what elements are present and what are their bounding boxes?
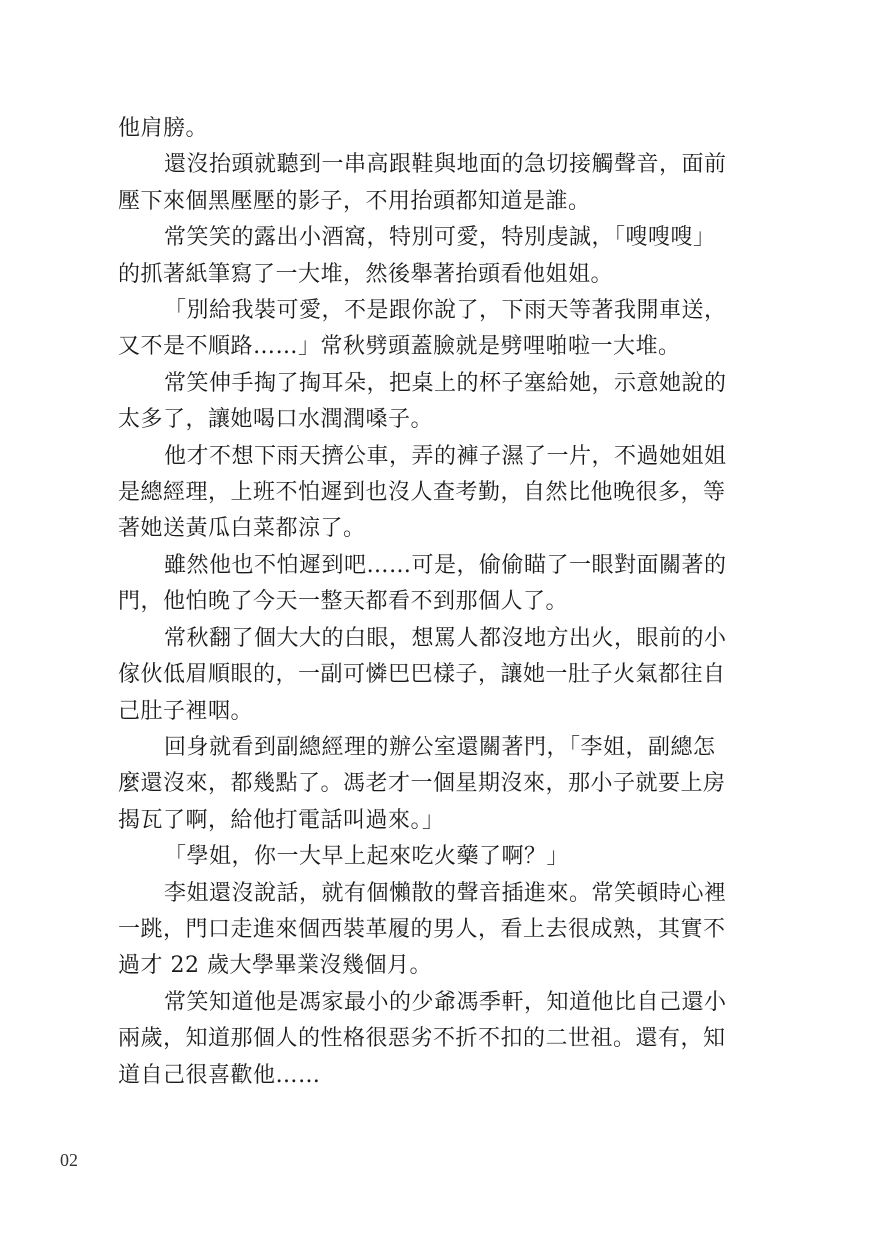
text-line: 的抓著紙筆寫了一大堆，然後舉著抬頭看他姐姐。: [118, 261, 614, 287]
text-line: 李姐還沒說話，就有個懶散的聲音插進來。常笑頓時心裡: [164, 880, 727, 906]
text-line: 揭瓦了啊，給他打電話叫過來。」: [118, 807, 445, 833]
text-line: 常笑伸手掏了掏耳朵，把桌上的杯子塞給她，示意她說的: [164, 370, 727, 396]
text-line: 常笑知道他是馮家最小的少爺馮季軒，知道他比自己還小: [164, 989, 727, 1015]
text-line: 麼還沒來，都幾點了。馮老才一個星期沒來，那小子就要上房: [118, 771, 726, 797]
text-line: 兩歲，知道那個人的性格很惡劣不折不扣的二世祖。還有，知: [118, 1026, 726, 1052]
text-line: 還沒抬頭就聽到一串高跟鞋與地面的急切接觸聲音，面前: [164, 152, 727, 178]
text-line: 回身就看到副總經理的辦公室還關著門，「李姐，副總怎: [164, 734, 716, 760]
text-line: 「別給我裝可愛，不是跟你說了，下雨天等著我開車送，: [164, 298, 727, 324]
text-line: 太多了，讓她喝口水潤潤嗓子。: [118, 407, 434, 433]
text-line: 道自己很喜歡他……: [118, 1062, 321, 1088]
text-line: 他才不想下雨天擠公車，弄的褲子濕了一片，不過她姐姐: [164, 443, 727, 469]
text-line: 「學姐，你一大早上起來吃火藥了啊？」: [164, 844, 570, 870]
text-line: 己肚子裡咽。: [118, 698, 254, 724]
text-line: 是總經理，上班不怕遲到也沒人查考勤，自然比他晚很多，等: [118, 480, 726, 506]
text-line: 壓下來個黑壓壓的影子，不用抬頭都知道是誰。: [118, 188, 591, 214]
text-line: 常笑笑的露出小酒窩，特別可愛，特別虔誠，「嗖嗖嗖」: [164, 225, 716, 251]
body-text: [118, 111, 760, 1094]
text-line: 常秋翻了個大大的白眼，想罵人都沒地方出火，眼前的小: [164, 625, 727, 651]
page-number: 02: [60, 1150, 78, 1170]
text-line: 著她送黃瓜白菜都涼了。: [118, 516, 366, 542]
text-line: 一跳，門口走進來個西裝革履的男人，看上去很成熟，其實不: [118, 916, 726, 942]
text-line: 又不是不順路……」常秋劈頭蓋臉就是劈哩啪啦一大堆。: [118, 334, 681, 360]
text-line: 雖然他也不怕遲到吧……可是，偷偷瞄了一眼對面關著的: [164, 552, 727, 578]
text-line: 傢伙低眉順眼的，一副可憐巴巴樣子，讓她一肚子火氣都往自: [118, 662, 726, 688]
text-line: 門，他怕晚了今天一整天都看不到那個人了。: [118, 589, 569, 615]
text-line: 過才 22 歲大學畢業沒幾個月。: [118, 953, 432, 979]
text-line: 他肩膀。: [118, 116, 209, 141]
